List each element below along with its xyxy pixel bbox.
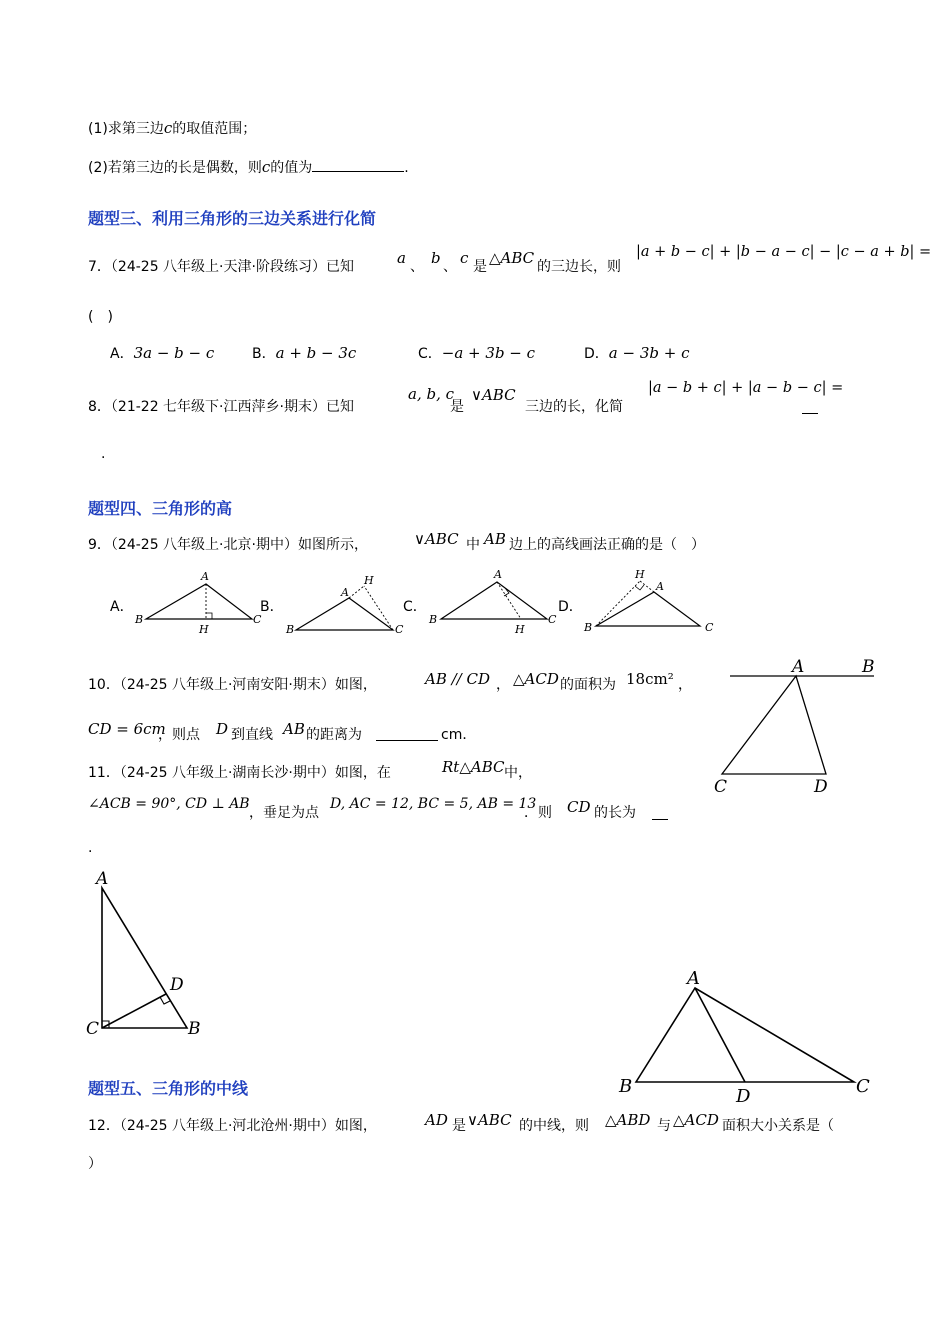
q11-suffix: 的长为 (594, 805, 636, 821)
q12-suffix: 面积大小关系是（ (722, 1118, 834, 1134)
q7-option-d[interactable] (584, 343, 689, 363)
q11-mid-text: ，垂足为点 (249, 805, 319, 821)
triangle-shape (296, 598, 393, 630)
q6-part1-suffix: 的取值范围； (172, 121, 257, 137)
answer-blank[interactable] (652, 805, 668, 820)
option-label: B． (252, 346, 276, 362)
answer-blank[interactable] (376, 726, 438, 741)
q7-mid-text: 的三边长，则 (537, 259, 621, 275)
q12-line2: ） (88, 1156, 102, 1172)
option-value: a − 3b + c (608, 344, 690, 362)
label-a: A (687, 968, 700, 989)
label-b: B (135, 613, 144, 626)
q8-source: （21-22 七年级下·江西萍乡·期末）已知 (110, 399, 354, 415)
q10-area-end: ， (678, 677, 692, 693)
q9-source: （24-25 八年级上·北京·期中）如图所示， (110, 537, 368, 553)
q7-answer-paren: ( ) (88, 309, 113, 325)
triangle-shape (441, 582, 547, 619)
option-label: C． (418, 346, 442, 362)
q8-expression: |a − b + c| + |a − b − c| = (648, 380, 844, 396)
q9-option-b[interactable]: B． (260, 599, 284, 615)
label-b: B (862, 657, 875, 677)
q11-stem (88, 762, 391, 782)
q10-figure (712, 652, 887, 800)
q9-option-c[interactable]: C． (403, 599, 427, 615)
label-c: C (548, 613, 557, 626)
q6-part2-end: . (404, 160, 409, 176)
q10-stem (88, 674, 377, 694)
q12-number: 12． (88, 1118, 120, 1134)
q11-source: （24-25 八年级上·湖南长沙·期中）如图，在 (119, 765, 391, 781)
q8-triangle: ∨ABC (471, 386, 516, 404)
section-heading-5: 题型五、三角形的中线 (88, 1079, 249, 1098)
q12-and: 与 (657, 1118, 671, 1134)
q7-var-c: c (460, 249, 469, 267)
right-angle-mark (206, 613, 212, 619)
q10-parallel: AB // CD (425, 670, 491, 688)
label-c: C (856, 1076, 870, 1097)
label-d: D (170, 975, 184, 995)
q6-part1-prefix: (1)求第三边 (88, 121, 164, 137)
q6-part2 (88, 157, 409, 177)
label-d: D (814, 777, 828, 797)
q7-option-b[interactable] (252, 343, 356, 363)
label-c: C (253, 613, 262, 626)
q10-line: AB (283, 720, 305, 738)
q7-triangle: △ABC (489, 249, 535, 267)
q6-part2-var: c (261, 158, 271, 176)
q7-number: 7． (88, 259, 111, 275)
label-a: A (341, 586, 349, 599)
q6-part1-var: c (163, 119, 173, 137)
triangle-abc (102, 888, 187, 1028)
label-b: B (584, 621, 593, 634)
label-b: B (619, 1076, 633, 1097)
q9-segment: AB (484, 530, 506, 548)
segment-cd (102, 994, 166, 1028)
q7-var-b: b (431, 249, 441, 267)
q8-mid-text: 三边的长，化简 (525, 399, 623, 415)
q12-triangle1: △ABD (605, 1111, 651, 1129)
section-heading-3: 题型三、利用三角形的三边关系进行化简 (88, 209, 377, 228)
q12-is: 是 (452, 1118, 466, 1134)
q8-vars: a, b, c (408, 385, 455, 403)
triangle-shape (596, 592, 700, 626)
q6-part2-prefix: (2)若第三边的长是偶数，则 (88, 160, 262, 176)
q10-source: （24-25 八年级上·河南安阳·期末）如图， (119, 677, 377, 693)
label-b: B (286, 623, 295, 636)
triangle-shape (146, 584, 252, 619)
q11-triangle-end: 中， (504, 765, 532, 781)
q8-is: 是 (450, 399, 464, 415)
q10-area-text: 的面积为 (560, 677, 616, 693)
triangle-acd (722, 676, 826, 774)
label-b: B (429, 613, 438, 626)
label-c: C (86, 1019, 100, 1039)
q11-end: . (88, 840, 93, 856)
q7-is: 是 (473, 259, 487, 275)
q6-part1 (88, 118, 256, 138)
q12-triangle: ∨ABC (467, 1111, 512, 1129)
label-d: D (736, 1086, 751, 1106)
q11-given: ∠ACB = 90°, CD ⊥ AB (88, 796, 250, 812)
q10-point: D (216, 720, 229, 738)
label-a: A (494, 568, 502, 581)
section-heading-4: 题型四、三角形的高 (88, 499, 233, 518)
q11-triangle: Rt△ABC (442, 758, 505, 776)
q7-source: （24-25 八年级上·天津·阶段练习）已知 (110, 259, 354, 275)
right-angle-mark (635, 585, 644, 590)
label-h: H (515, 623, 525, 636)
q10-line2-suffix: 的距离为 (306, 727, 362, 743)
q8-number: 8． (88, 399, 111, 415)
q10-unit: cm． (441, 727, 477, 743)
q11-number: 11． (88, 765, 120, 781)
label-a: A (201, 570, 209, 583)
option-label: D． (584, 346, 609, 362)
q7-option-a[interactable] (110, 343, 214, 363)
label-h: H (364, 574, 374, 587)
q10-number: 10． (88, 677, 120, 693)
q8-end: . (101, 446, 106, 462)
q7-var-a: a (397, 249, 406, 267)
option-value: a + b − 3c (275, 344, 357, 362)
q12-triangle2: △ACD (673, 1111, 719, 1129)
height-line (364, 586, 393, 630)
label-b: B (188, 1019, 201, 1039)
q7-sep1: 、 (410, 259, 424, 275)
label-h: H (635, 568, 645, 581)
q7-option-c[interactable] (418, 343, 535, 363)
q7-expression: |a + b − c| + |b − a − c| − |c − a + b| = (636, 244, 932, 260)
q12-figure (614, 962, 884, 1106)
q11-segment: CD (567, 798, 591, 816)
q9-option-d[interactable]: D． (558, 599, 583, 615)
q11-figure (80, 864, 210, 1044)
q11-mid2: ．则 (524, 805, 552, 821)
q12-ad: AD (425, 1111, 448, 1129)
label-c: C (705, 621, 714, 634)
extension-line (640, 581, 654, 592)
q12-source: （24-25 八年级上·河北沧州·期中）如图， (119, 1118, 377, 1134)
q9-figure-a (130, 566, 270, 638)
q9-suffix: 边上的高线画法正确的是（ ） (509, 537, 705, 553)
q10-triangle: △ACD (513, 670, 559, 688)
q9-triangle: ∨ABC (414, 530, 459, 548)
label-c: C (395, 623, 404, 636)
height-line (497, 582, 521, 619)
q9-figure-b (282, 566, 412, 638)
label-h: H (199, 623, 209, 636)
q7-stem (88, 256, 354, 276)
answer-blank[interactable] (802, 399, 818, 414)
label-a: A (792, 657, 805, 677)
label-a: A (96, 869, 109, 889)
q9-number: 9． (88, 537, 111, 553)
q6-part2-suffix: 的值为 (270, 160, 313, 176)
q10-comma: ， (496, 677, 510, 693)
q8-stem (88, 396, 354, 416)
q10-cd-given: CD = 6cm (88, 720, 166, 738)
q12-mid-text: 的中线，则 (519, 1118, 589, 1134)
option-value: −a + 3b − c (441, 344, 536, 362)
q9-mid-text: 中 (466, 537, 480, 553)
label-a: A (656, 580, 664, 593)
triangle-abc (636, 988, 854, 1082)
option-label: A． (110, 346, 134, 362)
q9-figure-c (425, 566, 565, 638)
q7-sep2: 、 (443, 259, 457, 275)
q9-option-a[interactable]: A． (110, 599, 134, 615)
option-value: 3a − b − c (133, 344, 215, 362)
q9-figure-d (580, 566, 720, 638)
label-c: C (714, 777, 728, 797)
q11-given2: D, AC = 12, BC = 5, AB = 13 (330, 796, 537, 812)
q10-line2-mid2: 到直线 (231, 727, 273, 743)
q10-line2-mid: ，则点 (158, 727, 200, 743)
q10-area-value: 18cm² (626, 670, 674, 688)
answer-blank[interactable] (312, 157, 404, 172)
extension-line (349, 586, 364, 598)
q9-stem (88, 534, 368, 554)
q12-stem (88, 1115, 377, 1135)
